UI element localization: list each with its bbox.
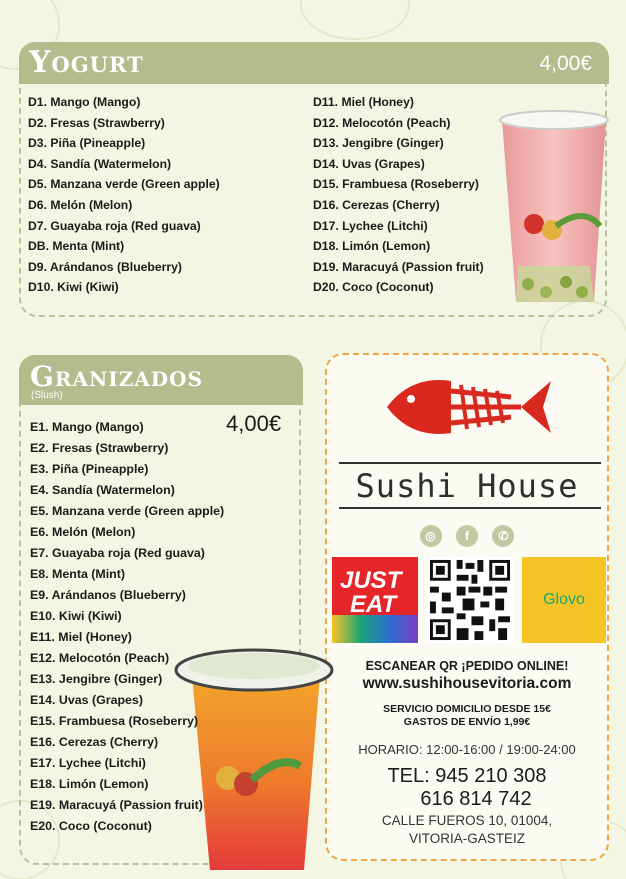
granizados-header-bar <box>19 355 303 405</box>
glovo-text: Glovo <box>543 591 585 608</box>
phone-2[interactable]: 616 814 742 <box>420 788 532 810</box>
list-item: D6. Melón (Melon) <box>28 197 133 212</box>
list-item: D15. Frambuesa (Roseberry) <box>313 177 479 192</box>
list-item: E18. Limón (Lemon) <box>30 777 149 791</box>
list-item: D20. Coco (Coconut) <box>313 280 434 295</box>
address-line-1: CALLE FUEROS 10, 01004, <box>381 813 553 828</box>
just-eat-text-1: JUST <box>340 567 402 594</box>
list-item: E3. Piña (Pineapple) <box>30 462 149 476</box>
just-eat-stripes <box>332 615 418 643</box>
granizados-title: Granizados <box>30 360 204 393</box>
contact-section <box>325 353 609 861</box>
tel-label: TEL: <box>387 765 430 787</box>
list-item: E16. Cerezas (Cherry) <box>30 735 159 749</box>
list-item: D18. Limón (Lemon) <box>313 239 431 254</box>
facebook-icon[interactable]: f <box>456 525 478 547</box>
opening-hours: HORARIO: 12:00-16:00 / 19:00-24:00 <box>358 742 576 757</box>
delivery-fee-text: GASTOS DE ENVÍO 1,99€ <box>403 716 531 728</box>
list-item: E4. Sandía (Watermelon) <box>30 483 175 497</box>
yogurt-list-right <box>313 92 484 298</box>
address-line-2: VITORIA-GASTEIZ <box>408 831 525 846</box>
scan-qr-text: ESCANEAR QR ¡PEDIDO ONLINE! <box>365 659 569 673</box>
fish-skeleton-icon <box>381 367 553 447</box>
list-item: E13. Jengibre (Ginger) <box>30 672 163 686</box>
list-item: E17. Lychee (Litchi) <box>30 756 146 770</box>
list-item: E6. Melón (Melon) <box>30 525 136 539</box>
brand-name: Sushi House <box>355 467 579 505</box>
list-item: D2. Fresas (Strawberry) <box>28 115 165 130</box>
list-item: E19. Maracuyá (Passion fruit) <box>30 798 203 812</box>
list-item: D10. Kiwi (Kiwi) <box>28 280 119 295</box>
list-item: E8. Menta (Mint) <box>30 567 125 581</box>
list-item: E7. Guayaba roja (Red guava) <box>30 546 205 560</box>
delivery-min-text: SERVICIO DOMICILIO DESDE 15€ <box>383 703 551 715</box>
list-item: E15. Frambuesa (Roseberry) <box>30 714 199 728</box>
phone-row <box>327 765 607 788</box>
list-item: D19. Maracuyá (Passion fruit) <box>313 259 484 274</box>
granizados-list <box>30 417 224 837</box>
list-item: D16. Cerezas (Cherry) <box>313 197 440 212</box>
list-item: D1. Mango (Mango) <box>28 95 141 109</box>
brand-divider-top <box>339 462 601 464</box>
list-item: D13. Jengibre (Ginger) <box>313 136 444 151</box>
phone-1[interactable]: 945 210 308 <box>435 765 547 787</box>
granizados-price: 4,00€ <box>226 411 282 436</box>
background-fruit-doodle <box>300 0 410 40</box>
list-item: D4. Sandía (Watermelon) <box>28 156 172 171</box>
glovo-logo[interactable] <box>522 557 606 643</box>
list-item: E10. Kiwi (Kiwi) <box>30 609 122 623</box>
whatsapp-icon[interactable]: ✆ <box>492 525 514 547</box>
list-item: D14. Uvas (Grapes) <box>313 156 425 171</box>
social-icons <box>327 525 607 547</box>
list-item: E9. Arándanos (Blueberry) <box>30 588 186 602</box>
list-item: D3. Piña (Pineapple) <box>28 136 146 151</box>
website-link[interactable]: www.sushihousevitoria.com <box>362 675 572 692</box>
yogurt-cup-image <box>494 106 614 306</box>
list-item: D5. Manzana verde (Green apple) <box>28 177 220 192</box>
qr-code[interactable] <box>427 557 513 643</box>
list-item: D12. Melocotón (Peach) <box>313 115 451 130</box>
list-item: DB. Menta (Mint) <box>28 239 125 254</box>
yogurt-title: Yogurt <box>29 45 144 80</box>
instagram-icon[interactable]: ◎ <box>420 525 442 547</box>
list-item: D11. Miel (Honey) <box>313 95 414 109</box>
granizados-subtitle: (Slush) <box>31 390 63 401</box>
list-item: D9. Arándanos (Blueberry) <box>28 259 182 274</box>
brand-divider-bottom <box>339 507 601 509</box>
list-item: D7. Guayaba roja (Red guava) <box>28 218 201 233</box>
yogurt-price: 4,00€ <box>539 52 592 75</box>
list-item: E2. Fresas (Strawberry) <box>30 441 169 455</box>
list-item: E12. Melocotón (Peach) <box>30 651 170 665</box>
yogurt-header-bar <box>19 42 609 84</box>
list-item: E1. Mango (Mango) <box>30 420 144 434</box>
yogurt-list-left <box>28 92 220 298</box>
just-eat-text-2: EAT <box>350 591 397 618</box>
list-item: E5. Manzana verde (Green apple) <box>30 504 225 518</box>
list-item: E14. Uvas (Grapes) <box>30 693 143 707</box>
list-item: D17. Lychee (Litchi) <box>313 218 428 233</box>
list-item: E11. Miel (Honey) <box>30 630 132 644</box>
just-eat-logo[interactable] <box>332 557 418 643</box>
list-item: E20. Coco (Coconut) <box>30 819 152 833</box>
